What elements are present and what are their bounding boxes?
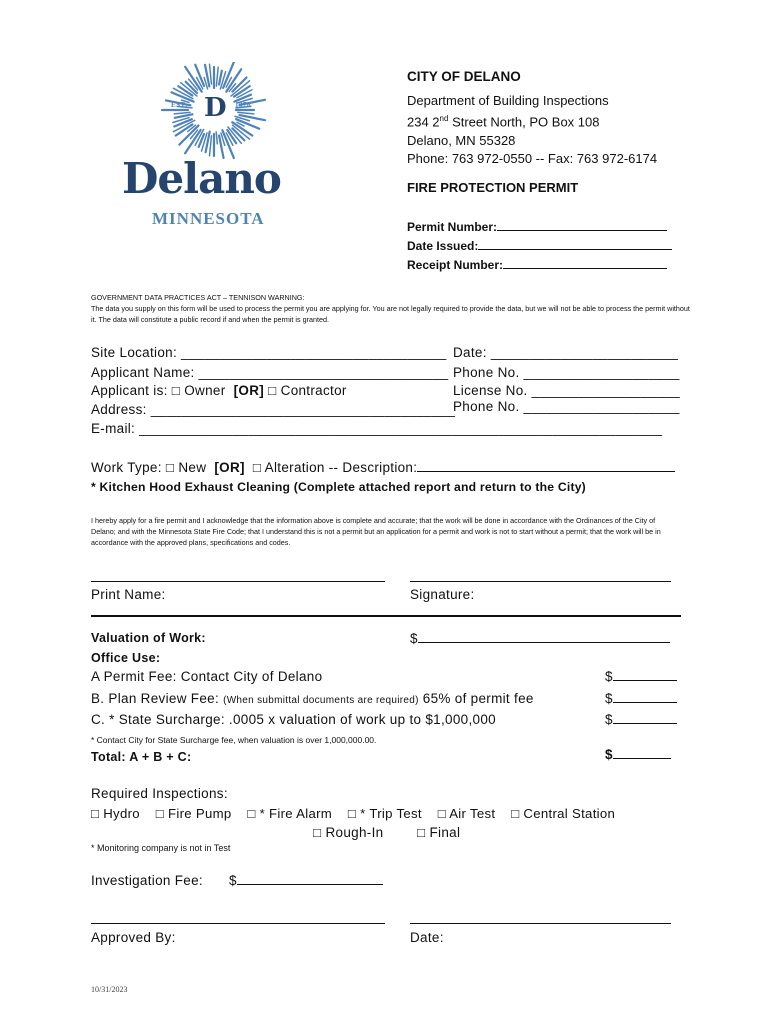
logo-letter: D <box>204 93 227 123</box>
applicant-type-field[interactable] <box>91 383 347 398</box>
sunburst-ray <box>174 112 190 114</box>
date-issued-label: Date Issued: <box>407 239 479 253</box>
form-title: FIRE PROTECTION PERMIT <box>407 180 579 195</box>
phone-fax: Phone: 763 972-0550 -- Fax: 763 972-6174 <box>407 151 658 167</box>
logo-year-label: 1876 <box>235 101 251 109</box>
signature-label: Signature: <box>410 587 475 602</box>
logo-state: MINNESOTA <box>152 209 265 228</box>
description-line[interactable] <box>417 471 675 472</box>
department-name: Department of Building Inspections <box>407 92 609 108</box>
inspection-options[interactable]: □ Hydro □ Fire Pump □ * Fire Alarm □ * Trip Test □ Air Test □ Central Station <box>91 806 616 821</box>
street-number: 234 2 <box>407 114 440 130</box>
investigation-fee-label: Investigation Fee: <box>91 873 203 888</box>
sunburst-ray <box>179 126 198 145</box>
approval-date-label: Date: <box>410 930 444 945</box>
sunburst-ray <box>185 130 201 153</box>
work-or-label: [OR] <box>214 460 245 475</box>
approved-by-label: Approved By: <box>91 930 176 945</box>
print-name-line[interactable] <box>91 581 385 582</box>
receipt-number-field[interactable] <box>407 258 667 272</box>
sunburst-ray <box>219 71 222 85</box>
print-name-label: Print Name: <box>91 587 166 602</box>
plan-review-dollar: $ <box>605 691 613 706</box>
email-field[interactable]: E-mail: ___________________________________________________________________ <box>91 421 663 436</box>
applicant-name-field[interactable]: Applicant Name: ________________________________ <box>91 365 449 380</box>
approved-by-line[interactable] <box>91 923 385 924</box>
receipt-number-line[interactable] <box>503 268 667 269</box>
state-surcharge-field[interactable] <box>605 712 677 727</box>
sunburst-ray <box>238 112 254 114</box>
permit-number-label: Permit Number: <box>407 220 498 234</box>
plan-review-condition: (When submittal documents are required) <box>223 695 419 706</box>
receipt-number-label: Receipt Number: <box>407 258 504 272</box>
privacy-notice <box>91 292 691 325</box>
surcharge-note: * Contact City for State Surcharge fee, when valuation is over 1,000,000.00. <box>91 735 377 745</box>
city-logo <box>118 62 310 232</box>
contractor-checkbox[interactable]: □ Contractor <box>268 383 347 398</box>
revision-date: 10/31/2023 <box>91 985 128 994</box>
acknowledgement-text: I hereby apply for a fire permit and I acknowledge that the information above is complete and accurate; that the work will be done in accordance with the Ordinances of the City of Delano; and with the Minnesota State Fire Code; that I understand this is not a permit but an application for a permit and work is not to start without a permit; that the work will be in accordance with the approved plans, specifications and codes. <box>91 516 661 547</box>
plan-review-line[interactable] <box>613 702 677 703</box>
new-checkbox[interactable]: Work Type: □ New <box>91 460 207 475</box>
permit-fee-dollar: $ <box>605 669 613 684</box>
valuation-line[interactable] <box>418 642 670 643</box>
state-surcharge-line[interactable] <box>613 723 677 724</box>
date-issued-field[interactable] <box>407 239 672 253</box>
total-field[interactable] <box>605 747 671 762</box>
kitchen-hood-note: * Kitchen Hood Exhaust Cleaning (Complete attached report and return to the City) <box>91 480 586 494</box>
permit-fee-field[interactable] <box>605 669 677 684</box>
street-address <box>407 110 657 132</box>
phone-field-1[interactable]: Phone No. ____________________ <box>453 365 680 380</box>
state-surcharge-label: C. * State Surcharge: .0005 x valuation of work up to $1,000,000 <box>91 712 496 727</box>
total-label: Total: A + B + C: <box>91 750 192 764</box>
final-checkbox[interactable]: □ Final <box>417 825 461 840</box>
permit-fee-line[interactable] <box>613 680 677 681</box>
valuation-field[interactable] <box>410 631 670 646</box>
permit-number-field[interactable] <box>407 220 667 234</box>
permit-number-line[interactable] <box>497 230 667 231</box>
or-label: [OR] <box>233 383 265 398</box>
city-name: CITY OF DELANO <box>407 69 521 84</box>
valuation-label: Valuation of Work: <box>91 631 206 645</box>
city-state-zip: Delano, MN 55328 <box>407 132 516 148</box>
sunburst-ray <box>216 67 218 86</box>
investigation-dollar: $ <box>229 873 237 888</box>
inspections-title: Required Inspections: <box>91 786 228 801</box>
plan-review-prefix: B. Plan Review Fee: <box>91 691 224 706</box>
logo-wordmark: Delano <box>122 154 281 203</box>
street-rest: Street North, PO Box 108 <box>448 114 600 130</box>
valuation-dollar: $ <box>410 631 418 646</box>
privacy-notice-heading: GOVERNMENT DATA PRACTICES ACT – TENNISON WARNING: <box>91 293 305 302</box>
approval-date-line[interactable] <box>410 923 671 924</box>
privacy-notice-body: The data you supply on this form will be used to process the permit you are applying for. You are not legally required to provide the data, but we will not be able to process the permit without it. The data will constitute a public record if and when the permit is granted. <box>91 304 690 324</box>
investigation-line[interactable] <box>237 884 383 885</box>
office-use-label: Office Use: <box>91 651 161 665</box>
address-field[interactable]: Address: _______________________________________ <box>91 402 456 417</box>
work-type-field[interactable] <box>91 460 675 475</box>
license-field[interactable]: License No. ___________________ <box>453 383 680 398</box>
total-line[interactable] <box>613 758 671 759</box>
phone-field-2[interactable]: Phone No. ____________________ <box>453 399 680 414</box>
total-dollar: $ <box>605 747 613 762</box>
section-divider <box>91 615 681 617</box>
plan-review-rate: 65% of permit fee <box>418 691 534 706</box>
date-field[interactable]: Date: ________________________ <box>453 345 679 360</box>
signature-line[interactable] <box>410 581 671 582</box>
plan-review-field[interactable] <box>605 691 677 706</box>
owner-checkbox[interactable]: Applicant is: □ Owner <box>91 383 226 398</box>
rough-in-checkbox[interactable]: □ Rough-In <box>313 825 384 840</box>
plan-review-label <box>91 691 534 706</box>
header-block <box>407 68 657 169</box>
logo-est-label: EST. <box>171 101 188 109</box>
permit-fee-label: A Permit Fee: Contact City of Delano <box>91 669 323 684</box>
sunburst-ray <box>216 132 217 144</box>
investigation-fee-field[interactable] <box>229 873 383 888</box>
alteration-checkbox[interactable]: □ Alteration -- Description: <box>252 460 418 475</box>
state-surcharge-dollar: $ <box>605 712 613 727</box>
date-issued-line[interactable] <box>478 249 672 250</box>
street-suffix: nd <box>439 114 449 123</box>
site-location-field[interactable]: Site Location: __________________________________ <box>91 345 447 360</box>
sunburst-ray <box>209 136 211 156</box>
sunburst-ray <box>209 64 211 84</box>
monitoring-note: * Monitoring company is not in Test <box>91 843 231 853</box>
